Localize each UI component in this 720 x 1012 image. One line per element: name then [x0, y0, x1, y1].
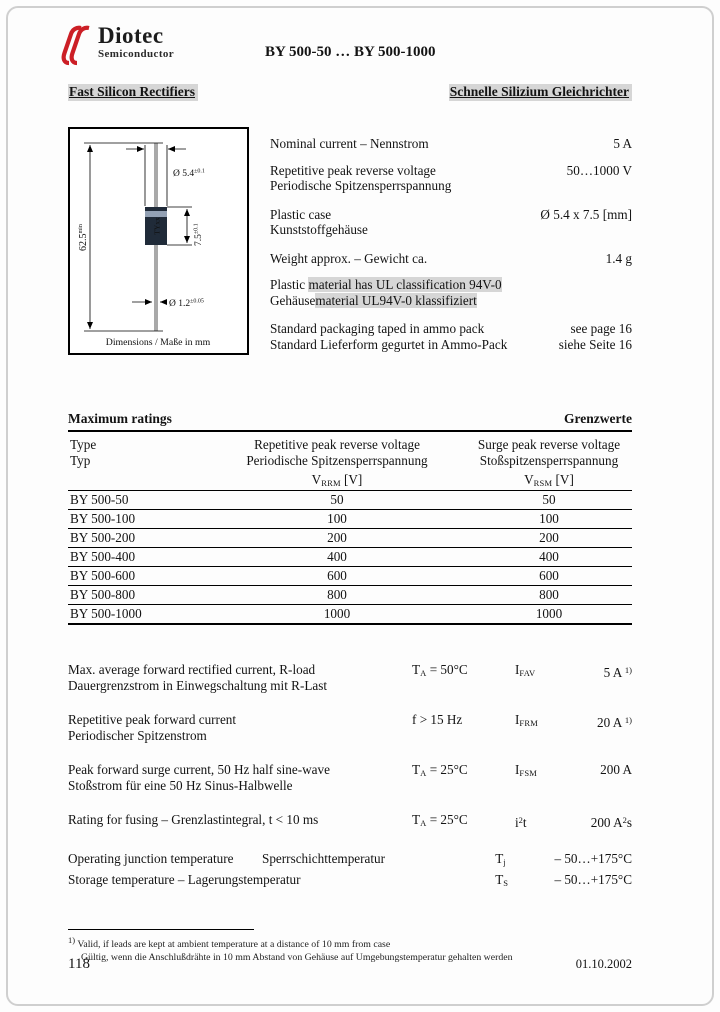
spec-value: see page 16	[570, 321, 632, 336]
brand-subtitle: Semiconductor	[98, 48, 175, 60]
footnote-en: $^{1)}$ Valid, if leads are kept at ambient temperature at a distance of 10 mm from case	[68, 935, 391, 950]
rating-symbol: $I_{FSM}$	[515, 762, 538, 778]
rating-symbol: $T_S$	[495, 872, 509, 888]
spec-label: Plastic material has UL classification 94V-0	[270, 277, 502, 292]
rating-label-de: Stoßstrom für eine 50 Hz Sinus-Halbwelle	[68, 778, 293, 793]
column-header-vrrm: Repetitive peak reverse voltage Periodische Spitzensperrspannung $V_{RRM}$ [V]	[208, 432, 466, 491]
package-drawing	[70, 129, 247, 353]
body-marking: TYxx	[152, 217, 162, 235]
spec-row-nominal-current	[270, 136, 632, 152]
spec-value: 1.4 g	[605, 250, 632, 266]
rating-value: 20 A $^{1)}$	[597, 715, 632, 730]
rating-label: Max. average forward rectified current, R-load	[68, 662, 316, 677]
package-drawing-box	[68, 127, 249, 355]
spec-label: Nominal current – Nennstrom	[270, 136, 429, 151]
rating-condition: $T_A = 25^\circ C$	[412, 812, 468, 828]
rating-row-ifav	[68, 662, 632, 694]
footnote-rule	[68, 929, 254, 930]
section-title-de: Schnelle Silizium Gleichrichter	[449, 84, 632, 101]
page-number: 118	[68, 956, 90, 972]
rating-row-ifsm	[68, 762, 632, 794]
footnote-de: Gültig, wenn die Anschlußdrähte in 10 mm Abstand von Gehäuse auf Umgebungstemperatur gehalten werden	[81, 951, 513, 963]
highlighted-text: material has UL classification 94V-0	[308, 277, 502, 292]
rating-label: Rating for fusing – Grenzlastintegral, t < 10 ms	[68, 812, 319, 827]
length-dimension-label: $62.5^{min}$	[78, 224, 89, 251]
rating-label: Storage temperature – Lagerungstemperatur	[68, 872, 301, 887]
rating-label-de: Sperrschichttemperatur	[262, 851, 386, 866]
table-row: BY 500-200 200 200	[68, 529, 632, 548]
rating-value: – 50…+175°C	[554, 872, 632, 887]
spec-label: Repetitive peak reverse voltage	[270, 162, 436, 178]
revision-date: 01.10.2002	[575, 957, 632, 971]
diotec-logo	[58, 24, 174, 66]
column-header-vrsm: Surge peak reverse voltage Stoßspitzensperrspannung $V_{RSM}$ [V]	[466, 432, 632, 491]
rating-row-ts	[68, 872, 632, 891]
table-row: BY 500-50 50 50	[68, 491, 632, 510]
body-length-label: $7.5^{\pm 0.1}$	[193, 223, 204, 246]
spec-value: Ø 5.4 x 7.5 [mm]	[540, 206, 632, 222]
column-header-type: Type Typ	[68, 432, 208, 491]
spec-label-de: Periodische Spitzensperrspannung	[270, 178, 452, 193]
spec-label: Weight approx. – Gewicht ca.	[270, 250, 428, 266]
rating-symbol: $i^2t$	[515, 815, 527, 830]
rating-symbol: $I_{FRM}$	[515, 712, 538, 728]
section-title-en: Fast Silicon Rectifiers	[68, 84, 198, 101]
ratings-table	[68, 432, 632, 625]
section-header	[68, 84, 632, 101]
spec-label: Plastic case	[270, 206, 332, 222]
spec-row-plastic-case	[270, 207, 632, 238]
page-footer	[68, 956, 632, 973]
rating-row-i2t	[68, 812, 632, 831]
page-title: BY 500-50 … BY 500-1000	[265, 44, 436, 60]
spec-row-weight	[270, 251, 632, 267]
maximum-ratings-section	[68, 411, 632, 625]
rating-condition: $T_A = 50^\circ C$	[412, 662, 468, 678]
table-row: BY 500-100 100 100	[68, 510, 632, 529]
diotec-logo-icon	[58, 24, 92, 66]
heading-en: Maximum ratings	[68, 411, 172, 426]
rating-label: Operating junction temperature	[68, 851, 234, 866]
rating-condition: f > 15 Hz	[412, 712, 463, 727]
spec-list	[270, 136, 632, 352]
body-diameter-label: Ø $5.4^{\pm 0.1}$	[173, 168, 205, 179]
table-row: BY 500-600 600 600	[68, 567, 632, 586]
rating-symbol: $I_{FAV}$	[515, 662, 536, 678]
rating-label: Peak forward surge current, 50 Hz half sine-wave	[68, 762, 330, 777]
rating-label-de: Dauergrenzstrom in Einwegschaltung mit R-Last	[68, 678, 328, 693]
highlighted-text: material UL94V-0 klassifiziert	[315, 292, 477, 308]
spec-label: Standard packaging taped in ammo pack	[270, 321, 485, 336]
rating-value: – 50…+175°C	[554, 851, 632, 866]
rating-row-tj	[68, 851, 632, 870]
spec-value: 50…1000 V	[566, 162, 632, 178]
rating-value: 200 $A^2s$	[590, 815, 632, 830]
spec-value: 5 A	[613, 136, 632, 151]
rating-symbol: $T_j$	[495, 851, 506, 867]
maximum-ratings-heading	[68, 411, 632, 432]
drawing-caption: Dimensions / Maße in mm	[105, 337, 211, 348]
table-row: BY 500-1000 1000 1000	[68, 605, 632, 624]
table-row: BY 500-400 400 400	[68, 548, 632, 567]
spec-value-de: siehe Seite 16	[558, 336, 632, 352]
rating-value: 200 A	[600, 762, 632, 777]
spec-label-de: Kunststoffgehäuse	[270, 222, 368, 237]
spec-label-de: Gehäusematerial UL94V-0 klassifiziert	[270, 292, 477, 308]
lead-diameter-label: Ø $1.2^{\pm 0.05}$	[169, 298, 204, 309]
spec-row-ul-classification	[270, 277, 632, 308]
rating-value: 5 A $^{1)}$	[603, 665, 632, 680]
table-row: BY 500-800 800 800	[68, 586, 632, 605]
spec-label-de: Standard Lieferform gegurtet in Ammo-Pack	[270, 336, 508, 352]
rating-row-ifrm	[68, 712, 632, 744]
rating-label-de: Periodischer Spitzenstrom	[68, 728, 207, 743]
table-header-row	[68, 432, 632, 491]
spec-row-peak-reverse-voltage	[270, 163, 632, 194]
cathode-band	[145, 211, 167, 217]
spec-row-packaging	[270, 321, 632, 352]
rating-condition: $T_A = 25^\circ C$	[412, 762, 468, 778]
rating-label: Repetitive peak forward current	[68, 712, 237, 727]
heading-de: Grenzwerte	[564, 411, 632, 426]
characteristics-list	[68, 662, 632, 891]
brand-name: Diotec	[98, 23, 164, 48]
